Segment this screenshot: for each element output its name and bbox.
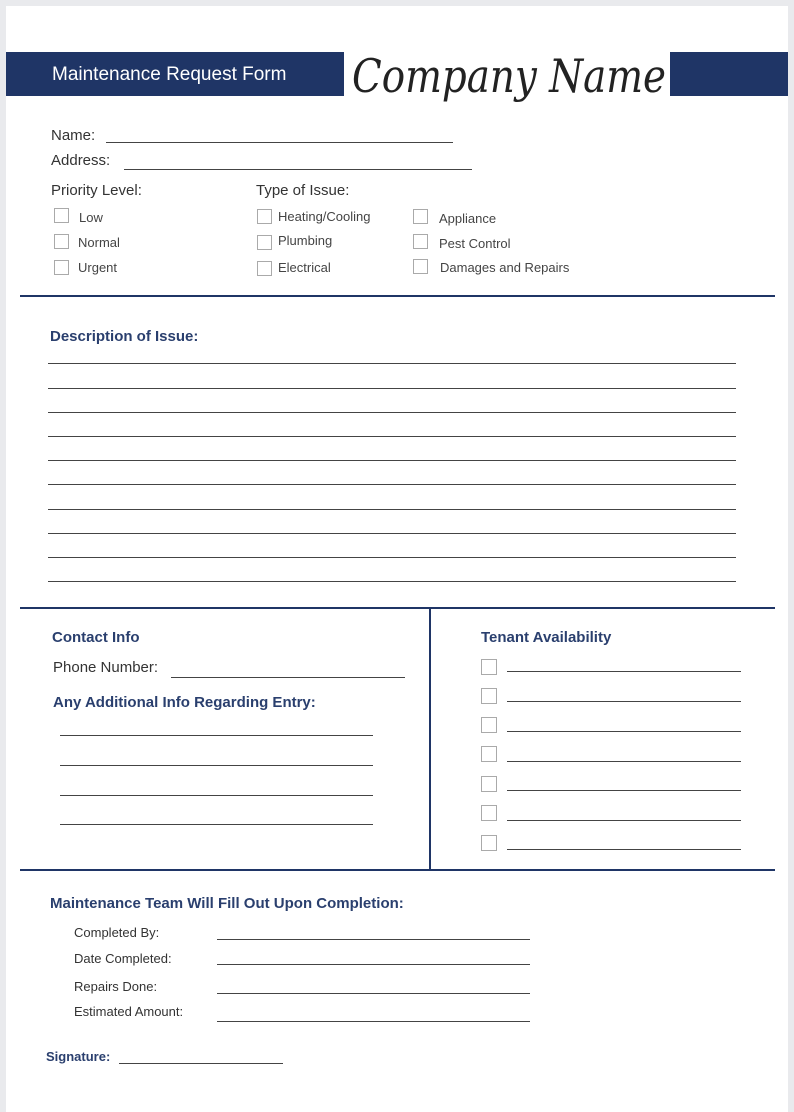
entry-info-line[interactable] [60,795,373,796]
issue-electrical-checkbox[interactable] [257,261,272,276]
completed-by-field[interactable] [217,939,530,940]
section-divider [20,869,775,871]
repairs-done-label: Repairs Done: [74,979,158,994]
form-title: Maintenance Request Form [52,64,287,85]
entry-info-line[interactable] [60,765,373,766]
phone-field[interactable] [171,677,405,678]
issue-pest-control-checkbox[interactable] [413,234,428,249]
signature-field[interactable] [119,1063,283,1064]
priority-low-label: Low [79,210,103,225]
description-line[interactable] [48,460,736,461]
section-divider [20,607,775,609]
entry-info-heading: Any Additional Info Regarding Entry: [53,694,316,711]
availability-checkbox[interactable] [481,746,497,762]
priority-label: Priority Level: [51,182,142,199]
name-field[interactable] [106,142,453,143]
description-line[interactable] [48,533,736,534]
issue-heating-label: Heating/Cooling [278,209,371,224]
availability-checkbox[interactable] [481,717,497,733]
estimated-amount-field[interactable] [217,1021,530,1022]
priority-urgent-label: Urgent [78,260,118,275]
availability-line[interactable] [507,849,741,850]
issue-electrical-label: Electrical [278,260,331,275]
availability-checkbox[interactable] [481,659,497,675]
phone-label: Phone Number: [53,659,159,676]
estimated-amount-label: Estimated Amount: [74,1004,184,1019]
description-line[interactable] [48,509,736,510]
description-line[interactable] [48,484,736,485]
availability-heading: Tenant Availability [481,629,612,646]
issue-pest-control-label: Pest Control [439,236,511,251]
priority-normal-checkbox[interactable] [54,234,69,249]
availability-line[interactable] [507,671,741,672]
description-heading: Description of Issue: [50,328,199,345]
priority-low-checkbox[interactable] [54,208,69,223]
entry-info-line[interactable] [60,735,373,736]
priority-urgent-checkbox[interactable] [54,260,69,275]
date-completed-field[interactable] [217,964,530,965]
issue-damages-label: Damages and Repairs [440,260,570,275]
issue-appliance-checkbox[interactable] [413,209,428,224]
address-label: Address: [51,152,111,169]
name-label: Name: [51,127,96,144]
description-line[interactable] [48,412,736,413]
issue-plumbing-label: Plumbing [278,233,333,248]
header-band-left [6,52,344,96]
address-field[interactable] [124,169,472,170]
header-band-right [670,52,788,96]
description-line[interactable] [48,363,736,364]
availability-line[interactable] [507,761,741,762]
issue-damages-checkbox[interactable] [413,259,428,274]
availability-line[interactable] [507,820,741,821]
section-divider [20,295,775,297]
availability-line[interactable] [507,790,741,791]
description-line[interactable] [48,581,736,582]
repairs-done-field[interactable] [217,993,530,994]
company-logo [346,36,676,116]
availability-line[interactable] [507,701,741,702]
availability-line[interactable] [507,731,741,732]
description-line[interactable] [48,557,736,558]
company-name: Company Name [352,49,666,103]
date-completed-label: Date Completed: [74,951,172,966]
priority-normal-label: Normal [78,235,120,250]
availability-checkbox[interactable] [481,688,497,704]
completed-by-label: Completed By: [74,925,160,940]
signature-label: Signature: [46,1049,111,1064]
description-line[interactable] [48,436,736,437]
completion-heading: Maintenance Team Will Fill Out Upon Completion: [50,895,404,912]
contact-heading: Contact Info [52,629,140,646]
form-page [6,6,788,1112]
availability-checkbox[interactable] [481,835,497,851]
issue-plumbing-checkbox[interactable] [257,235,272,250]
issue-heating-checkbox[interactable] [257,209,272,224]
issue-type-label: Type of Issue: [256,182,350,199]
entry-info-line[interactable] [60,824,373,825]
availability-checkbox[interactable] [481,805,497,821]
column-divider [429,607,431,870]
availability-checkbox[interactable] [481,776,497,792]
description-line[interactable] [48,388,736,389]
issue-appliance-label: Appliance [439,211,497,226]
